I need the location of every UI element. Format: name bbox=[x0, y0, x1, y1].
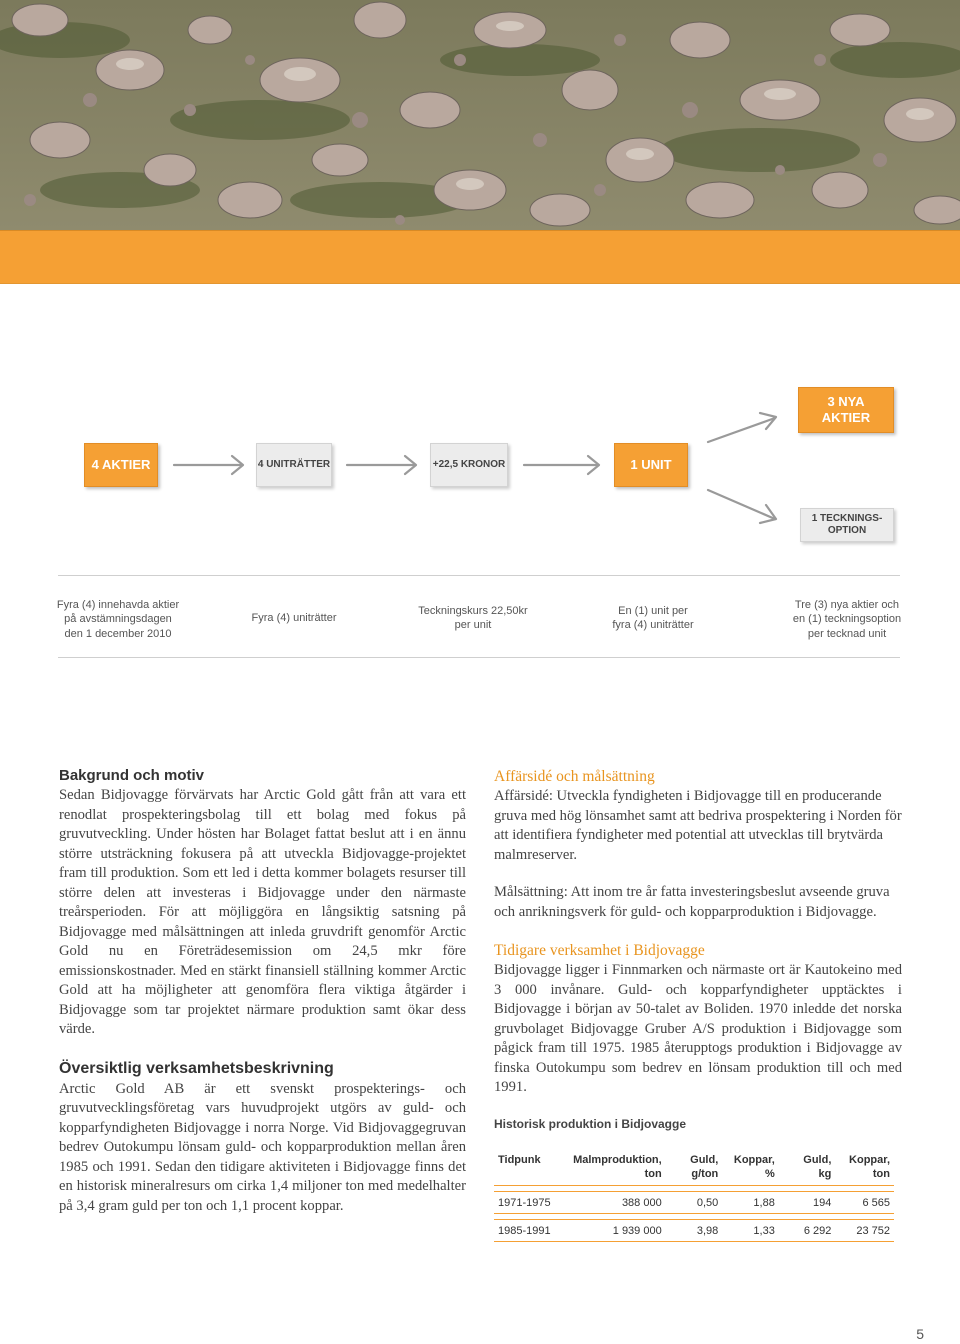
th-malmproduktion-line2: ton bbox=[644, 1167, 662, 1180]
box-3-nya-aktier bbox=[798, 387, 894, 433]
arrow-down-icon bbox=[708, 490, 776, 523]
cell-guld-gton: 3,98 bbox=[666, 1220, 723, 1242]
divider-top bbox=[58, 575, 900, 576]
desc-col-5-line-3: per tecknad unit bbox=[807, 627, 887, 640]
oversikt-heading: Översiktlig verksamhetsbeskrivning bbox=[59, 1059, 334, 1077]
box-1-teckningsoption bbox=[800, 508, 894, 542]
cell-period: 1971-1975 bbox=[494, 1192, 559, 1214]
header-photo-rocky-ground bbox=[0, 0, 960, 230]
cell-koppar-pct: 1,33 bbox=[722, 1220, 779, 1242]
th-malmproduktion-line1: Malmproduktion, bbox=[573, 1153, 662, 1166]
cell-guld-kg: 194 bbox=[779, 1192, 836, 1214]
th-koppar-ton-line2: ton bbox=[872, 1167, 890, 1180]
desc-col-5-line-2: en (1) teckningsoption bbox=[792, 613, 902, 626]
desc-col-4 bbox=[580, 604, 726, 633]
left-column bbox=[59, 767, 466, 1216]
box-1-unit bbox=[614, 443, 688, 487]
box-4-aktier bbox=[84, 443, 158, 487]
desc-col-1-line-2: på avstämningsdagen bbox=[64, 613, 172, 626]
oversikt-text: Arctic Gold AB är ett svenskt prospekterings- och gruvutvecklingsföretag vars huvudprojekt utgörs av guld- och kopparfyndigheten Bidjovagge i norra Norge. Vid Bidjovaggegruvan bedrev Outokumpu lönsam guld- och kopparproduktion mellan åren 1985 och 1991. Sedan den tidigare aktiviteten i Bidjovagge finns det en historisk mineralresurs om cirka 1,4 miljoner ton med medelhalter på 3,4 gram guld per ton och 1,1 procent koppar. bbox=[59, 1080, 466, 1214]
th-guld-gton-line2: g/ton bbox=[691, 1167, 719, 1180]
th-malmproduktion bbox=[559, 1153, 666, 1186]
affarside-heading: Affärsidé och målsättning bbox=[494, 768, 655, 785]
th-koppar-ton-line1: Koppar, bbox=[849, 1153, 890, 1166]
box-4-unitratter bbox=[256, 443, 332, 487]
th-tidpunk bbox=[494, 1153, 559, 1186]
th-koppar-pct bbox=[722, 1153, 779, 1186]
page-number: 5 bbox=[916, 1326, 924, 1342]
table-header-row bbox=[494, 1153, 894, 1186]
desc-col-4-line-2: fyra (4) uniträtter bbox=[612, 619, 694, 632]
desc-col-2-line-1: Fyra (4) uniträtter bbox=[251, 612, 337, 624]
cell-malm: 388 000 bbox=[559, 1192, 666, 1214]
production-table bbox=[494, 1153, 894, 1243]
th-guld-kg bbox=[779, 1153, 836, 1186]
table-title: Historisk produktion i Bidjovagge bbox=[494, 1116, 687, 1131]
th-tidpunk-line1: Tidpunk bbox=[498, 1153, 541, 1166]
cell-guld-gton: 0,50 bbox=[666, 1192, 723, 1214]
th-tidpunk-line2 bbox=[498, 1167, 555, 1181]
desc-col-2 bbox=[224, 611, 364, 625]
cell-koppar-ton: 6 565 bbox=[835, 1192, 894, 1214]
box-teckningsoption-line2: OPTION bbox=[827, 525, 867, 536]
desc-col-5-line-1: Tre (3) nya aktier och bbox=[794, 599, 900, 611]
malsattning-text: Målsättning: Att inom tre år fatta investeringsbeslut avseende gruva och anrikningsverk för guld- och kopparproduktion i Bidjovagge. bbox=[494, 884, 890, 920]
rock-field-illustration bbox=[0, 0, 960, 230]
th-guld-gton bbox=[666, 1153, 723, 1186]
desc-col-1-line-1: Fyra (4) innehavda aktier bbox=[56, 599, 180, 611]
affarside-text: Affärsidé: Utveckla fyndigheten i Bidjovagge till en producerande gruva med hög lönsamhet samt att bedriva prospektering i Norden för att identifiera fyndigheter med potential att utvecklas till brytvärda malmreserver. bbox=[494, 788, 902, 863]
box-kronor bbox=[430, 443, 508, 487]
table-row bbox=[494, 1192, 894, 1214]
table-row bbox=[494, 1220, 894, 1242]
desc-col-3-line-1: Teckningskurs 22,50kr bbox=[418, 605, 528, 617]
box-1-unit-label: 1 UNIT bbox=[630, 456, 672, 472]
box-4-unitratter-label: 4 UNITRÄTTER bbox=[257, 458, 331, 470]
orange-band bbox=[0, 230, 960, 284]
desc-col-3 bbox=[400, 604, 546, 633]
tidigare-text: Bidjovagge ligger i Finnmarken och närmaste ort är Kautokeino med 3 000 invånare. Guld- och kopparfyndigheter upptäcktes i Bidjovagge i början av 50-talet av Boliden. 1970 inledde det norska gruvbolaget Bidjovagge Gruber A/S produktion i Bidjovagge som pågick fram till 1975. 1985 återupptogs produktion i Bidjovagge av finska Outokumpu som bedrev en lönsam produktion till och med 1991. bbox=[494, 962, 902, 1095]
right-column bbox=[494, 768, 902, 1242]
desc-col-1 bbox=[48, 598, 188, 641]
box-3-nya-aktier-line1: 3 NYA bbox=[827, 393, 865, 409]
th-guld-kg-line1: Guld, bbox=[803, 1153, 832, 1166]
cell-malm: 1 939 000 bbox=[559, 1220, 666, 1242]
box-4-aktier-label: 4 AKTIER bbox=[91, 456, 151, 472]
box-teckningsoption-line1: 1 TECKNINGS- bbox=[811, 512, 883, 524]
box-kronor-label: +22,5 KRONOR bbox=[432, 458, 506, 470]
th-guld-kg-line2: kg bbox=[818, 1167, 832, 1180]
bakgrund-heading: Bakgrund och motiv bbox=[59, 767, 205, 784]
desc-col-5 bbox=[772, 598, 922, 641]
desc-col-1-line-3: den 1 december 2010 bbox=[64, 627, 172, 640]
desc-col-4-line-1: En (1) unit per bbox=[618, 605, 688, 617]
th-koppar-pct-line1: Koppar, bbox=[733, 1153, 775, 1166]
box-3-nya-aktier-line2: AKTIER bbox=[821, 410, 871, 425]
divider-bottom bbox=[58, 657, 900, 658]
cell-koppar-ton: 23 752 bbox=[835, 1220, 894, 1242]
th-guld-gton-line1: Guld, bbox=[690, 1153, 719, 1166]
cell-koppar-pct: 1,88 bbox=[722, 1192, 779, 1214]
th-koppar-pct-line2: % bbox=[765, 1167, 775, 1180]
arrow-1-icon bbox=[174, 456, 243, 474]
arrow-up-icon bbox=[708, 413, 776, 442]
th-koppar-ton bbox=[835, 1153, 894, 1186]
cell-period: 1985-1991 bbox=[494, 1220, 559, 1242]
cell-guld-kg: 6 292 bbox=[779, 1220, 836, 1242]
tidigare-heading: Tidigare verksamhet i Bidjovagge bbox=[494, 942, 705, 959]
arrow-2-icon bbox=[347, 456, 416, 474]
arrow-3-icon bbox=[524, 456, 599, 474]
bakgrund-text: Sedan Bidjovagge förvärvats har Arctic Gold gått från att vara ett renodlat prospekteringsbolag till ett bolag med fokus på gruvutveckling. Under hösten har Bolaget fattat beslut att i en ännu större utsträckning fokusera på att utveckla Bidjovagge-projektet fram till produktion. Som ett led i detta kommer bolagets resurser till större delen att investeras i Bidjovagge under den närmaste treårsperioden. För att möjliggöra en långsiktig satsning på Bidjovagge med målsättningen att inleda gruvdrift genomför Arctic Gold nu en Företrädesemission om 24,5 mkr före emissionskostnader. Med en stärkt finansiell ställning kommer Arctic Gold att ha möjligheter att genomföra flera viktiga åtgärder i Bidjovagge som tar projektet närmare produktion samt ökar dess värde. bbox=[59, 787, 466, 1037]
desc-col-3-line-2: per unit bbox=[454, 619, 492, 632]
